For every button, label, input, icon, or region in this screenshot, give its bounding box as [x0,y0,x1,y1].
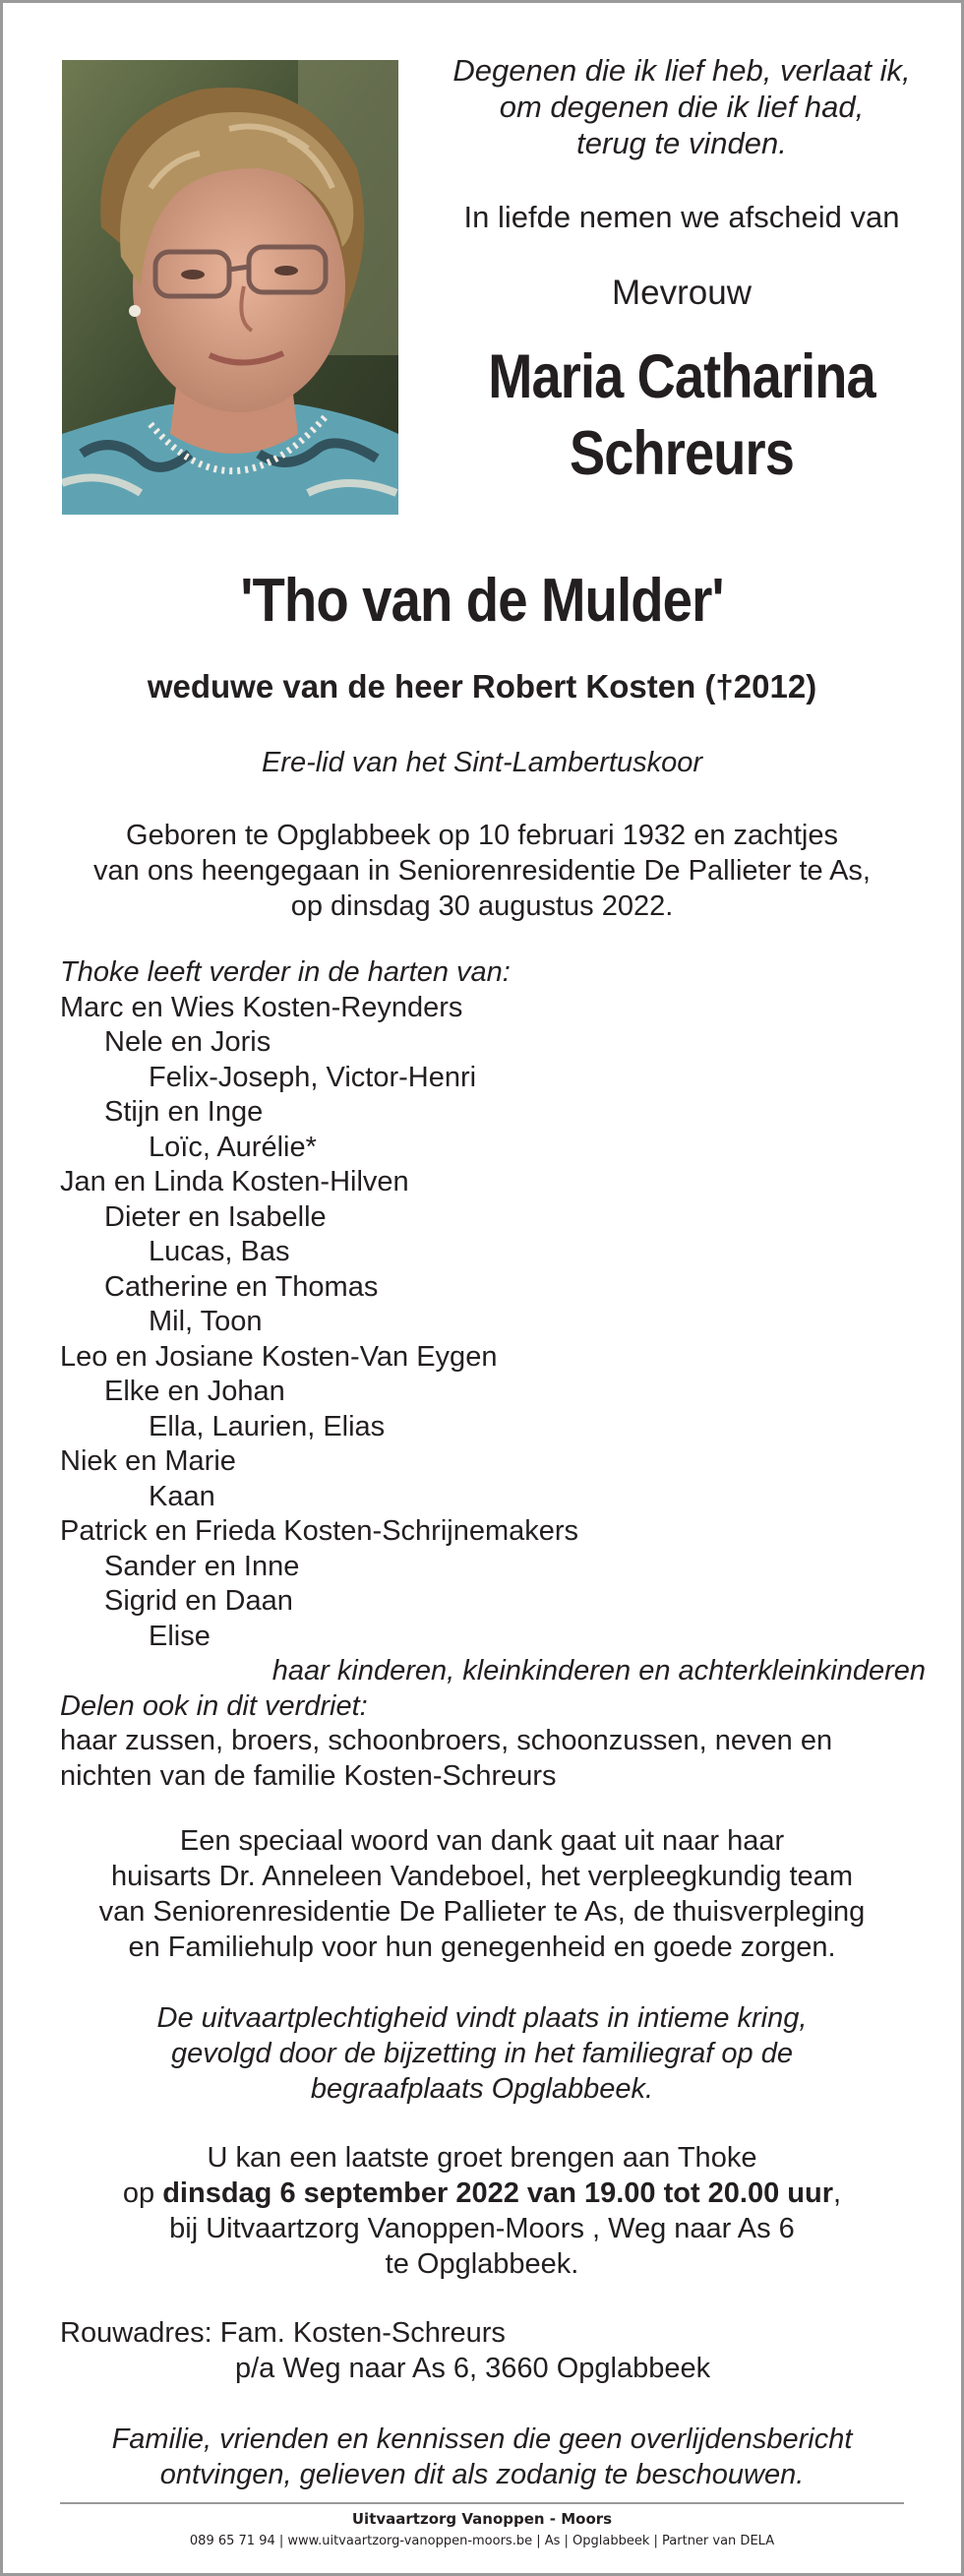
family-member: Elke en Johan [104,1376,285,1407]
family-member: Catherine en Thomas [104,1270,379,1303]
notice-line: Familie, vrienden en kennissen die geen overlijdensbericht [111,2423,853,2455]
deceased-name [453,338,910,492]
quote-line: Degenen die ik lief heb, verlaat ik, [452,53,911,88]
shared-line: nichten van de familie Kosten-Schreurs [60,1759,557,1792]
footer-divider [60,2502,904,2504]
thanks-line: en Familiehulp voor hun genegenheid en goede zorgen. [128,1932,836,1963]
opening-quote [416,52,947,161]
family-member: Patrick en Frieda Kosten-Schrijnemakers [60,1515,579,1547]
name-line: Maria Catharina [488,342,875,411]
family-members [60,991,926,1655]
ceremony-line: De uitvaartplechtigheid vindt plaats in intieme kring, [156,2002,808,2034]
widow-line: weduwe van de heer Robert Kosten (†2012) [147,668,817,705]
portrait-photo [62,60,398,515]
birth-line: op dinsdag 30 augustus 2022. [290,890,674,922]
portrait-illustration [62,60,398,515]
funeral-home-name: Uitvaartzorg Vanoppen - Moors [351,2510,613,2528]
ceremony-line: gevolgd door de bijzetting in het familiegraf op de [171,2038,793,2069]
honorific: Mevrouw [612,274,752,312]
family-member: Mil, Toon [149,1306,263,1337]
family-member: Felix-Joseph, Victor-Henri [149,1061,477,1093]
family-summary: haar kinderen, kleinkinderen en achterkleinkinderen [271,1655,926,1687]
visit-line: te Opglabbeek. [385,2248,579,2280]
family-member: Stijn en Inge [104,1096,264,1128]
quote-line: om degenen die ik lief had, [499,90,865,124]
nickname: 'Tho van de Mulder' [240,567,724,635]
birth-line: Geboren te Opglabbeek op 10 februari 1932 en zachtjes [126,820,838,851]
heading-block [416,52,947,492]
honor-line: Ere-lid van het Sint-Lambertuskoor [261,747,703,778]
ceremony-line: begraafplaats Opglabbeek. [310,2073,654,2105]
visit-line: U kan een laatste groet brengen aan Thoke [207,2142,757,2174]
family-member: Sander en Inne [104,1550,300,1582]
mourning-address [60,2315,926,2386]
family-member: Nele en Joris [104,1026,271,1058]
visit-suffix: , [833,2177,842,2209]
visit-datetime: dinsdag 6 september 2022 van 19.00 tot 20.00 uur [162,2177,834,2209]
family-member: Loïc, Aurélie* [149,1131,317,1163]
notice-line: ontvingen, gelieven dit als zodanig te beschouwen. [159,2459,805,2490]
visit-date-line [3,2176,961,2211]
visitation-text [3,2140,961,2282]
thanks-line: huisarts Dr. Anneleen Vandeboel, het verpleegkundig team [111,1861,853,1892]
address-line: p/a Weg naar As 6, 3660 Opglabbeek [235,2353,711,2384]
thanks-line: van Seniorenresidentie De Pallieter te As, de thuisverpleging [98,1896,866,1928]
family-member: Kaan [149,1480,215,1512]
family-heading: Thoke leeft verder in de harten van: [60,956,511,988]
family-member: Jan en Linda Kosten-Hilven [60,1166,409,1197]
thanks-text [3,1823,961,1965]
family-list [60,955,926,1794]
ceremony-text [3,2000,961,2107]
family-member: Ella, Laurien, Elias [149,1410,386,1442]
thanks-line: Een speciaal woord van dank gaat uit naar haar [179,1825,785,1857]
shared-heading: Delen ook in dit verdriet: [60,1689,368,1722]
address-line: Rouwadres: Fam. Kosten-Schreurs [60,2317,506,2349]
visit-line: bij Uitvaartzorg Vanoppen-Moors , Weg naar As 6 [169,2213,795,2244]
shared-line: haar zussen, broers, schoonbroers, schoonzussen, neven en [60,1725,833,1756]
birth-death-text [3,818,961,924]
family-member: Leo en Josiane Kosten-Van Eygen [60,1340,498,1373]
family-member: Sigrid en Daan [104,1585,293,1617]
intro-text: In liefde nemen we afscheid van [463,200,900,234]
visit-prefix: op [122,2177,163,2209]
funeral-home-contact: 089 65 71 94 | www.uitvaartzorg-vanoppen-moors.be | As | Opglabbeek | Partner van DELA [189,2534,775,2548]
family-member: Marc en Wies Kosten-Reynders [60,991,463,1023]
family-member: Dieter en Isabelle [104,1200,327,1233]
notice-text [3,2422,961,2492]
family-member: Niek en Marie [60,1445,236,1477]
family-member: Elise [149,1620,211,1652]
quote-line: terug te vinden. [576,126,787,160]
birth-line: van ons heengegaan in Seniorenresidentie De Pallieter te As, [93,855,871,887]
name-line: Schreurs [569,419,795,488]
family-member: Lucas, Bas [149,1236,290,1267]
